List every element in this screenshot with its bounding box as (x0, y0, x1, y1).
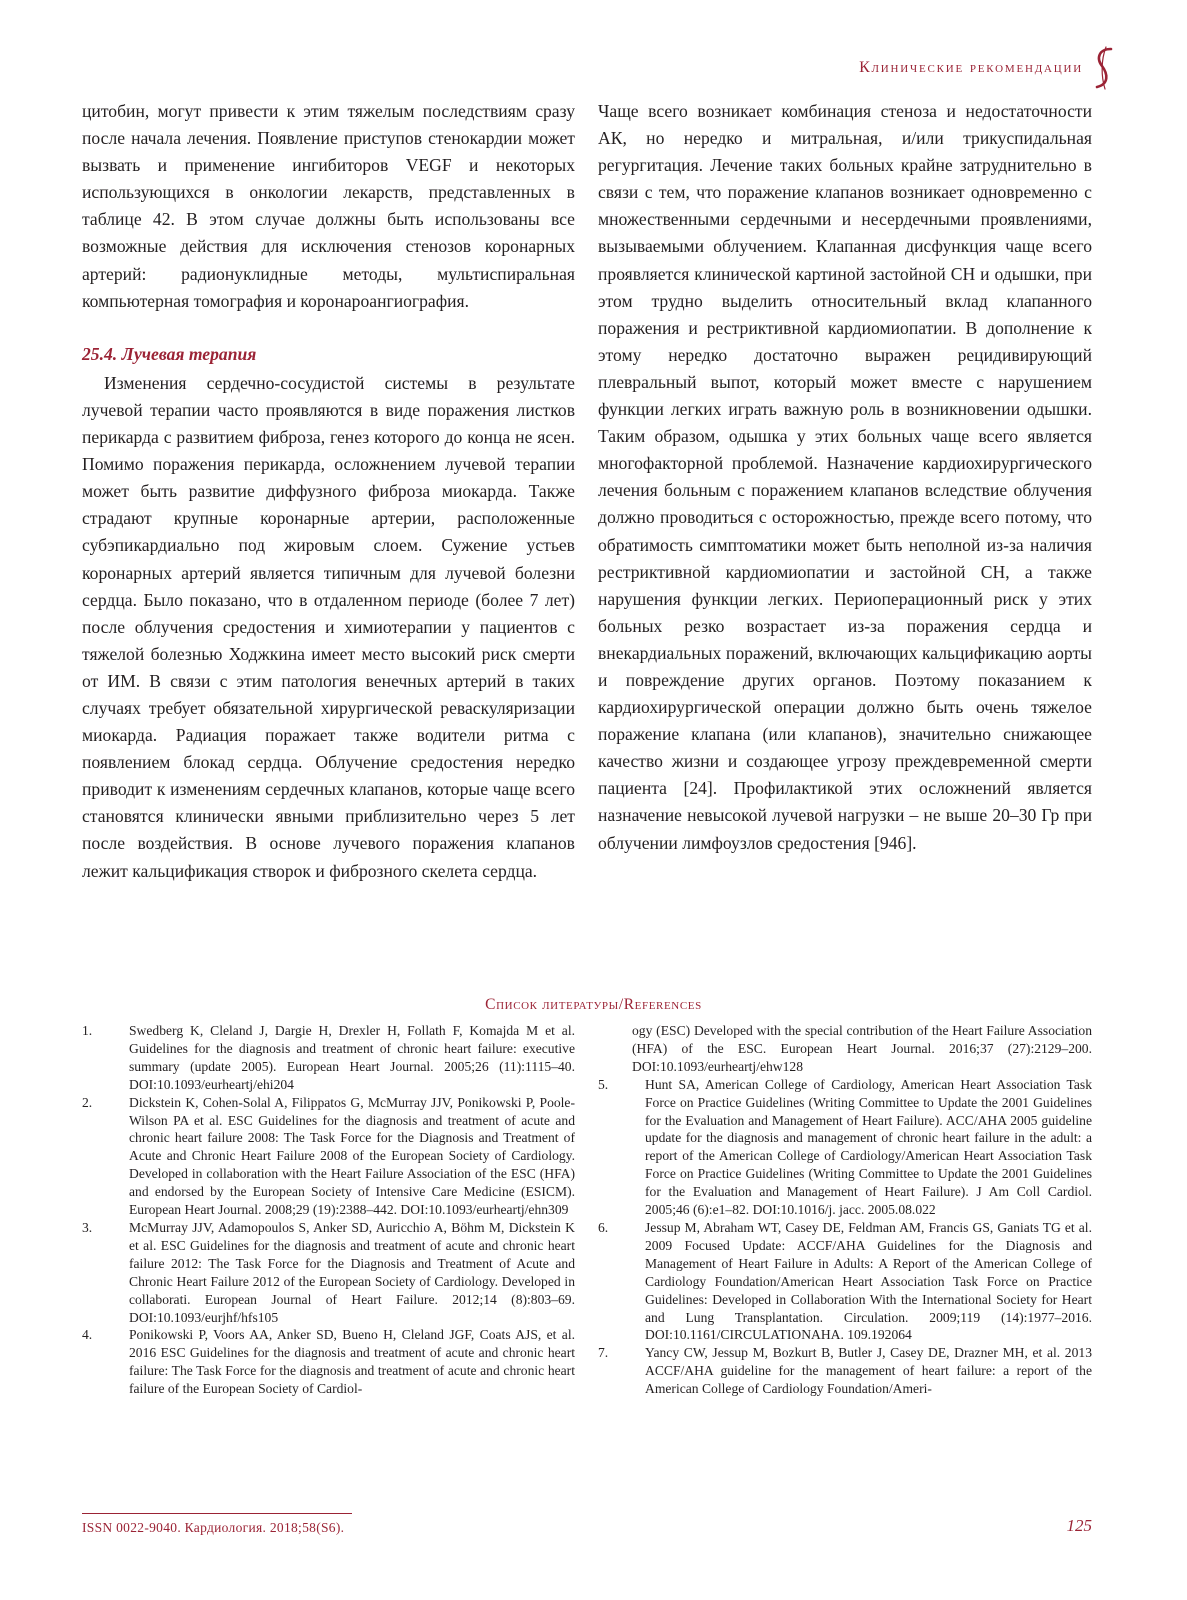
reference-item (598, 1219, 1092, 1344)
reference-item (598, 1076, 1092, 1219)
reference-number: 3. (82, 1219, 93, 1235)
reference-item (82, 1326, 575, 1398)
reference-item (82, 1219, 575, 1326)
reference-number: 4. (82, 1327, 93, 1343)
references-title: Список литературы/References (485, 996, 702, 1013)
right-text-column (598, 98, 1092, 857)
reference-text: Dickstein K, Cohen-Solal A, Filippatos G, McMurray JJV, Ponikowski P, Poole-Wilson PA et al. ESC Guidelines for the diagnosis and treatment of acute and chronic heart failure 2008: The Task Force for the Diagnosis and Treatment of Acute and Chronic Heart Failure 2008 of the European Society of Cardiology. Developed in collaboration with the Heart Failure Association of the ESC (HFA) and endorsed by the European Society of Intensive Care Medicine (ESICM). European Heart Journal. 2008;29 (19):2388–442. DOI:10.1093/eurheartj/ehn309 (129, 1094, 575, 1218)
reference-text: Hunt SA, American College of Cardiology, American Heart Association Task Force on Practice Guidelines (Writing Committee to Update the 2001 Guidelines for the Evaluation and Management of Heart Failure). ACC/AHA 2005 guideline update for the diagnosis and management of chronic heart failure in the adult: a report of the American College of Cardiology/American Heart Association Task Force on Practice Guidelines (Writing Committee to Update the 2001 Guidelines for the Evaluation and Management of Heart Failure). J Am Coll Cardiol. 2005;46 (6):e1–82. DOI:10.1016/j. jacc. 2005.08.022 (645, 1076, 1092, 1218)
reference-item (82, 1022, 575, 1094)
reference-item (82, 1094, 575, 1219)
reference-text: Jessup M, Abraham WT, Casey DE, Feldman AM, Francis GS, Ganiats TG et al. 2009 Focused Update: ACCF/AHA Guidelines for the Diagnosis and Management of Heart Failure in Adults: A Report of the American College of Cardiology Foundation/American Heart Association Task Force on Practice Guidelines: Developed in Collaboration With the International Society for Heart and Lung Transplantation. Circulation. 2009;119 (14):1977–2016. DOI:10.1161/CIRCULATIONAHA. 109.192064 (645, 1219, 1092, 1343)
section-title: Клинические рекомендации (859, 59, 1083, 76)
left-text-column (82, 98, 575, 885)
reference-text: Swedberg K, Cleland J, Dargie H, Drexler H, Follath F, Komajda M et al. Guidelines for the diagnosis and treatment of chronic heart failure: executive summary (update 2005). European Heart Journal. 2005;26 (11):1115–40. DOI:10.1093/eurheartj/ehi204 (129, 1023, 575, 1092)
reference-text: Ponikowski P, Voors AA, Anker SD, Bueno H, Cleland JGF, Coats AJS, et al. 2016 ESC Guidelines for the diagnosis and treatment of acute and chronic heart failure: The Task Force for the diagnosis and treatment of acute and chronic heart failure of the European Society of Cardiol- (129, 1327, 575, 1397)
journal-s-logo-icon (1093, 46, 1115, 90)
footer-issn: ISSN 0022-9040. Кардиология. 2018;58(S6). (82, 1520, 345, 1535)
reference-number: 1. (82, 1023, 93, 1038)
page-number: 125 (1066, 1516, 1092, 1535)
reference-text: Yancy CW, Jessup M, Bozkurt B, Butler J, Casey DE, Drazner MH, et al. 2013 ACCF/AHA guideline for the management of heart failure: a report of the American College of Cardiology Foundation/Ameri- (645, 1345, 1092, 1397)
reference-number: 7. (598, 1345, 609, 1361)
footer-divider (82, 1513, 352, 1514)
paragraph: Изменения сердечно-сосудистой системы в результате лучевой терапии часто проявляются в виде поражения листков перикарда с развитием фиброза, генез которого до конца не ясен. Помимо поражения перикарда, осложнением лучевой терапии может быть развитие диффузного фиброза миокарда. Также страдают крупные коронарные артерии, расположенные субэпикардиально под жировым слоем. Сужение устьев коронарных артерий является типичным для лучевой болезни сердца. Было показано, что в отдаленном периоде (более 7 лет) после облучения средостения и химиотерапии у пациентов с тяжелой болезнью Ходжкина имеет место высокий риск смерти от ИМ. В связи с этим патология венечных артерий в таких случаях требует обязательной хирургической реваскуляризации миокарда. Радиация поражает также водители ритма с появлением блокад сердца. Облучение средостения нередко приводит к изменениям сердечных клапанов, которые чаще всего становятся клинически явными приблизительно через 5 лет после воздействия. В основе лучевого поражения клапанов лежит кальцификация створок и фиброзного скелета сердца. (82, 372, 575, 881)
page-header (859, 46, 1115, 90)
references-right-column (598, 1022, 1092, 1398)
reference-text: McMurray JJV, Adamopoulos S, Anker SD, Auricchio A, Böhm M, Dickstein K et al. ESC Guidelines for the diagnosis and treatment of acute and chronic heart failure 2012: The Task Force for the Diagnosis and Treatment of Acute and Chronic Heart Failure 2012 of the European Society of Cardiology. Developed in collaborati. European Journal of Heart Failure. 2012;14 (8):803–69. DOI:10.1093/eurjhf/hfs105 (129, 1219, 575, 1325)
reference-item (598, 1344, 1092, 1398)
reference-number: 6. (598, 1219, 609, 1235)
reference-number: 5. (598, 1076, 609, 1092)
references-left-column (82, 1022, 575, 1398)
paragraph: цитобин, могут привести к этим тяжелым последствиям сразу после начала лечения. Появление приступов стенокардии может вызвать и применение ингибиторов VEGF и некоторых использующихся в онкологии лекарств, представленных в таблице 42. В этом случае должны быть использованы все возможные действия для исключения стенозов коронарных артерий: радионуклидные методы, мультиспиральная компьютерная томография и коронароангиография. (82, 101, 575, 311)
section-heading: 25.4. Лучевая терапия (82, 343, 257, 364)
paragraph: Чаще всего возникает комбинация стеноза и недостаточности АК, но нередко и митральная, и/или трикуспидальная регургитация. Лечение таких больных крайне затруднительно в связи с тем, что поражение клапанов возникает одновременно с множественными сердечными и несердечными проявлениями, вызываемыми облучением. Клапанная дисфункция чаще всего проявляется клинической картиной застойной СН и одышки, при этом трудно выделить относительный вклад клапанного поражения и рестриктивной кардиомиопатии. В дополнение к этому нередко достаточно выражен рецидивирующий плевральный выпот, который может вместе с нарушением функции легких играть важную роль в возникновении одышки. Таким образом, одышка у этих больных чаще всего является многофакторной проблемой. Назначение кардиохирургического лечения больным с поражением клапанов вследствие облучения должно проводиться с осторожностью, прежде всего потому, что обратимость симптоматики может быть неполной из-за наличия рестриктивной кардиомиопатии и застойной СН, а также нарушения функции легких. Периоперационный риск у этих больных резко возрастает из-за поражения сердца и внекардиальных поражений, включающих кальцификацию аорты и повреждение других органов. Поэтому показанием к кардиохирургической операции должно быть очень тяжелое поражение клапана (или клапанов), значительно снижающее качество жизни и создающее угрозу преждевременной смерти пациента [24]. Профилактикой этих осложнений является назначение невысокой лучевой нагрузки – не выше 20–30 Гр при облучении лимфоузлов средостения [946]. (598, 101, 1092, 853)
reference-number: 2. (82, 1094, 93, 1110)
reference-continuation: ogy (ESC) Developed with the special contribution of the Heart Failure Association (HFA) of the ESC. European Heart Journal. 2016;37 (27):2129–200. DOI:10.1093/eurheartj/ehw128 (632, 1023, 1092, 1074)
